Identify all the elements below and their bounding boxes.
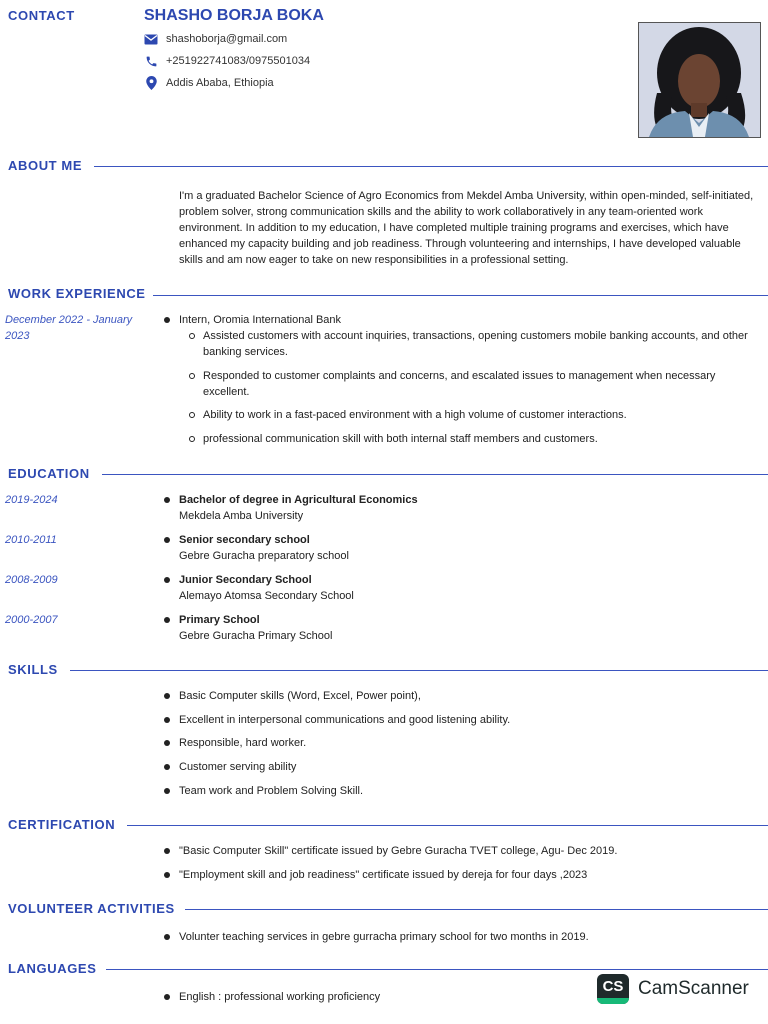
education-degree: Primary School bbox=[179, 614, 260, 626]
education-degree: Junior Secondary School bbox=[179, 574, 312, 586]
education-heading: EDUCATION bbox=[8, 466, 90, 481]
education-date: 2008-2009 bbox=[5, 574, 58, 586]
education-date: 2000-2007 bbox=[5, 614, 58, 626]
skill-bullet bbox=[164, 693, 170, 699]
skill-bullet bbox=[164, 717, 170, 723]
skill-bullet bbox=[164, 764, 170, 770]
education-divider bbox=[102, 474, 768, 475]
work-sub-bullet bbox=[189, 436, 195, 442]
certification-bullet bbox=[164, 848, 170, 854]
about-heading: ABOUT ME bbox=[8, 158, 83, 173]
languages-divider bbox=[106, 969, 768, 970]
education-school: Gebre Guracha preparatory school bbox=[179, 550, 349, 562]
certification-divider bbox=[127, 825, 768, 826]
certification-item: "Employment skill and job readiness" certificate issued by dereja for four days ,2023 bbox=[179, 869, 588, 881]
volunteer-bullet bbox=[164, 934, 170, 940]
languages-heading: LANGUAGES bbox=[8, 961, 97, 976]
work-item: Responded to customer complaints and concerns, and escalated issues to management when necessary excellent. bbox=[203, 370, 716, 398]
education-bullet bbox=[164, 497, 170, 503]
language-bullet bbox=[164, 994, 170, 1000]
certification-heading: CERTIFICATION bbox=[8, 817, 116, 832]
work-sub-bullet bbox=[189, 333, 195, 339]
education-degree: Bachelor of degree in Agricultural Economics bbox=[179, 494, 418, 506]
work-item: Ability to work in a fast-paced environment with a high volume of customer interactions. bbox=[203, 409, 627, 421]
skill-item: Responsible, hard worker. bbox=[179, 737, 307, 749]
skill-bullet bbox=[164, 788, 170, 794]
skill-bullet bbox=[164, 740, 170, 746]
volunteer-divider bbox=[185, 909, 768, 910]
camscanner-logo-icon: CS bbox=[597, 974, 629, 1004]
skills-divider bbox=[70, 670, 768, 671]
certification-item: "Basic Computer Skill" certificate issued by Gebre Guracha TVET college, Agu- Dec 2019. bbox=[179, 845, 618, 857]
certification-bullet bbox=[164, 872, 170, 878]
education-bullet bbox=[164, 537, 170, 543]
camscanner-watermark bbox=[597, 974, 749, 1004]
skill-item: Basic Computer skills (Word, Excel, Power point), bbox=[179, 690, 421, 702]
contact-email[interactable]: shashoborja@gmail.com bbox=[166, 33, 288, 45]
work-divider bbox=[153, 295, 768, 296]
skill-item: Team work and Problem Solving Skill. bbox=[179, 785, 364, 797]
location-pin-icon bbox=[144, 76, 158, 90]
skill-item: Excellent in interpersonal communications and good listening ability. bbox=[179, 714, 511, 726]
education-date: 2019-2024 bbox=[5, 494, 58, 506]
contact-heading: CONTACT bbox=[8, 8, 75, 23]
skill-item: Customer serving ability bbox=[179, 761, 297, 773]
skills-heading: SKILLS bbox=[8, 662, 58, 677]
work-date: December 2022 - January 2023 bbox=[5, 314, 133, 342]
work-sub-bullet bbox=[189, 412, 195, 418]
work-item: professional communication skill with both internal staff members and customers. bbox=[203, 433, 598, 445]
profile-photo bbox=[638, 22, 761, 138]
contact-phone-row bbox=[144, 53, 310, 69]
contact-location-row bbox=[144, 75, 274, 91]
education-school: Mekdela Amba University bbox=[179, 510, 304, 522]
person-name: SHASHO BORJA BOKA bbox=[144, 7, 324, 24]
work-heading: WORK EXPERIENCE bbox=[8, 286, 146, 301]
camscanner-brand: CamScanner bbox=[638, 978, 749, 999]
education-bullet bbox=[164, 577, 170, 583]
volunteer-heading: VOLUNTEER ACTIVITIES bbox=[8, 901, 175, 916]
work-bullet bbox=[164, 317, 170, 323]
phone-icon bbox=[144, 54, 158, 68]
education-date: 2010-2011 bbox=[5, 534, 57, 546]
email-icon bbox=[144, 32, 158, 46]
about-divider bbox=[94, 166, 768, 167]
work-sub-bullet bbox=[189, 373, 195, 379]
work-title: Intern, Oromia International Bank bbox=[179, 314, 342, 326]
education-degree: Senior secondary school bbox=[179, 534, 310, 546]
contact-phone[interactable]: +251922741083/0975501034 bbox=[166, 55, 311, 67]
work-item: Assisted customers with account inquiries, transactions, opening customers mobile banking accounts, and other banking services. bbox=[203, 330, 748, 358]
contact-location: Addis Ababa, Ethiopia bbox=[166, 77, 274, 89]
education-bullet bbox=[164, 617, 170, 623]
about-text: I'm a graduated Bachelor Science of Agro Economics from Mekdel Amba University, within open-minded, self-initiated, problem solver, strong communication skills and the ability to work collaboratively in any team-oriented work environment. In addition to my education, I have completed multiple training programs and exercises, which have enhanced my capacity building and job readiness. Through volunteering and internships, I have developed valuable skills and am now eager to take on new responsibilities in a professional setting. bbox=[179, 190, 754, 266]
contact-email-row bbox=[144, 31, 287, 47]
education-school: Gebre Guracha Primary School bbox=[179, 630, 333, 642]
volunteer-item: Volunter teaching services in gebre gurracha primary school for two months in 2019. bbox=[179, 931, 589, 943]
language-item: English : professional working proficiency bbox=[179, 991, 381, 1003]
education-school: Alemayo Atomsa Secondary School bbox=[179, 590, 354, 602]
